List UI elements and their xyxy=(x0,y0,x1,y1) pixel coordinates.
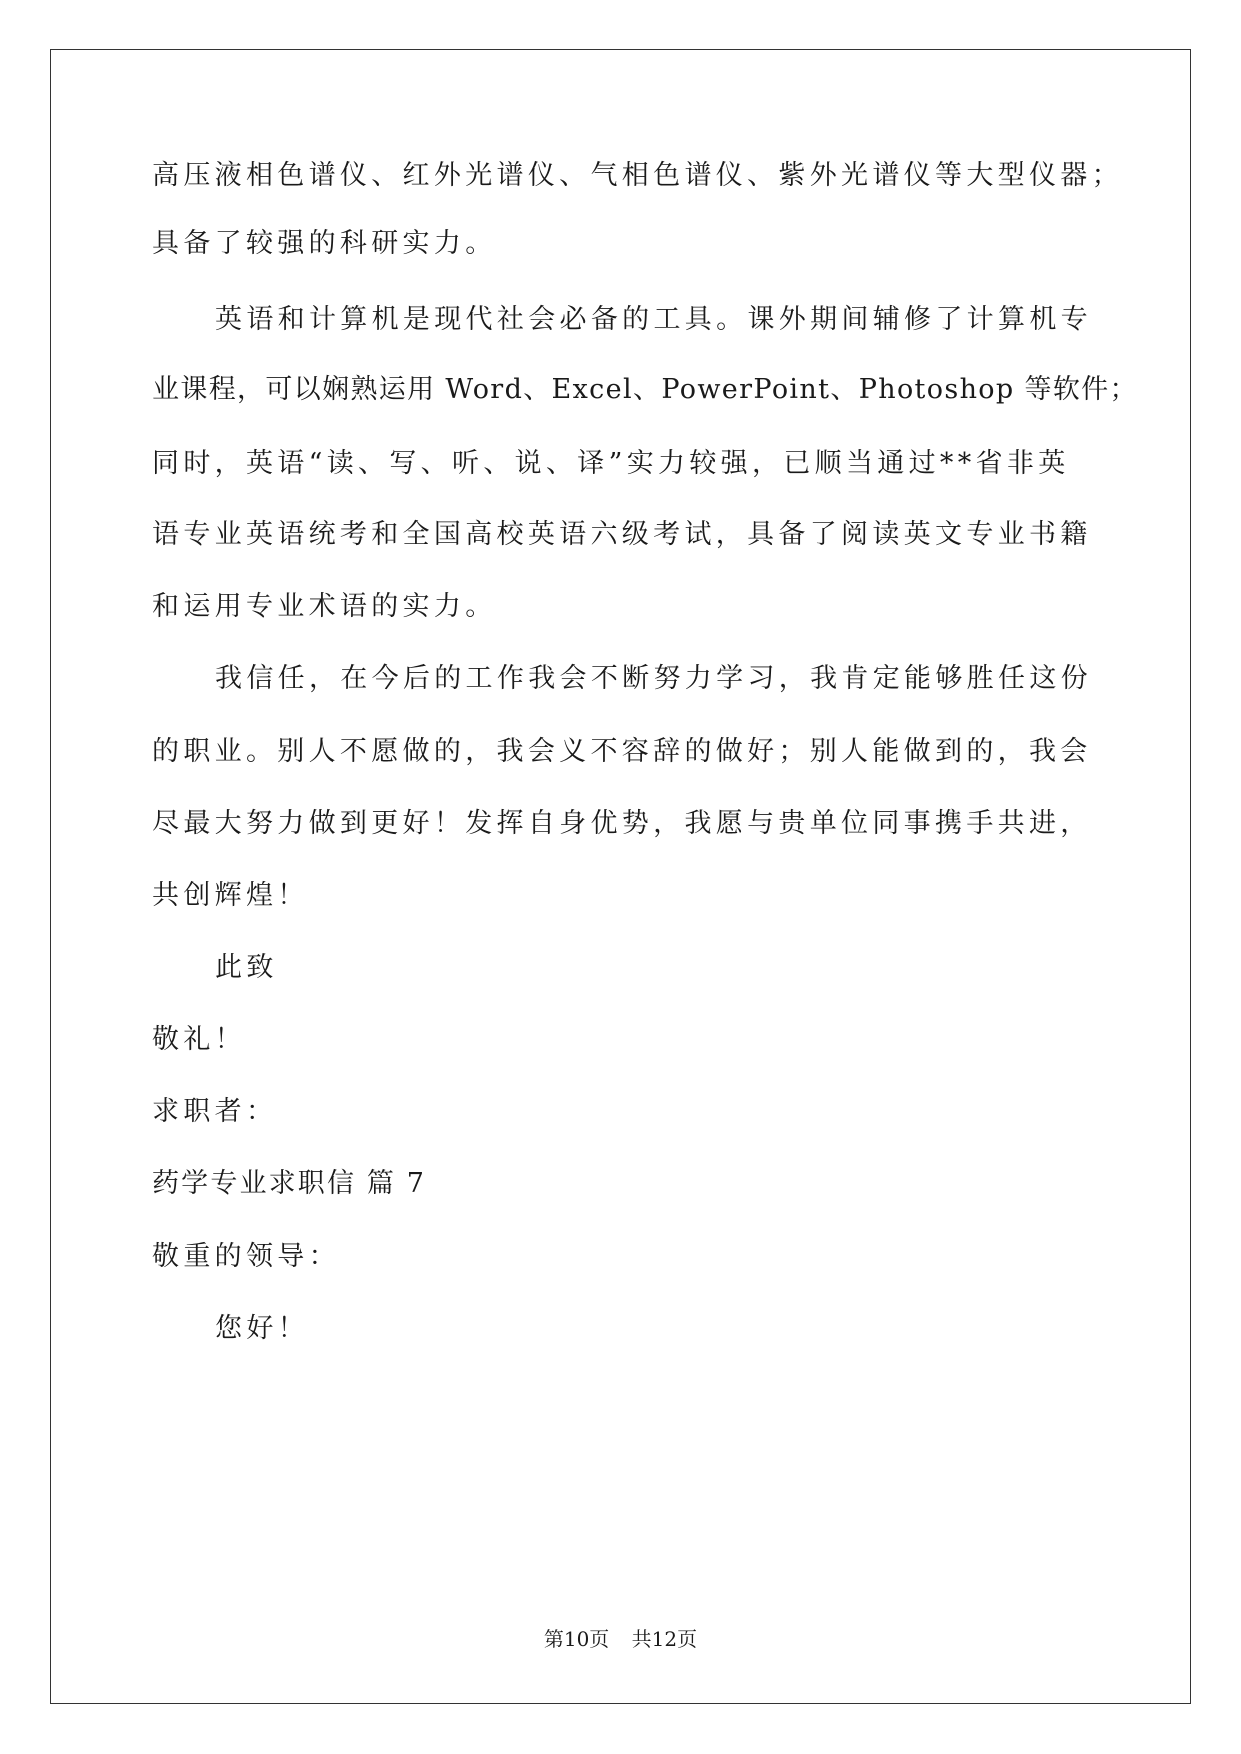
body-line-2: 具备了较强的科研实力。 xyxy=(152,228,497,259)
page-footer xyxy=(0,1626,1241,1652)
body-line-3: 英语和计算机是现代社会必备的工具。课外期间辅修了计算机专 xyxy=(215,304,1092,335)
greeting-hello: 您好！ xyxy=(215,1313,309,1344)
applicant-label: 求职者： xyxy=(152,1096,278,1127)
section-title: 药学专业求职信 篇 7 xyxy=(152,1168,427,1199)
page-current: 第10页 xyxy=(543,1627,610,1651)
closing-regards: 敬礼！ xyxy=(152,1024,246,1055)
body-line-1: 高压液相色谱仪、红外光谱仪、气相色谱仪、紫外光谱仪等大型仪器； xyxy=(152,160,1123,191)
body-line-6: 语专业英语统考和全国高校英语六级考试，具备了阅读英文专业书籍 xyxy=(152,519,1092,550)
closing-salutation: 此致 xyxy=(215,952,278,983)
body-line-5: 同时，英语“读、写、听、说、译”实力较强，已顺当通过**省非英 xyxy=(152,448,1070,479)
page-border xyxy=(50,49,1191,1704)
body-line-7: 和运用专业术语的实力。 xyxy=(152,591,497,622)
body-line-9: 的职业。别人不愿做的，我会义不容辞的做好；别人能做到的，我会 xyxy=(152,736,1092,767)
body-line-10: 尽最大努力做到更好！发挥自身优势，我愿与贵单位同事携手共进， xyxy=(152,808,1092,839)
body-line-8: 我信任，在今后的工作我会不断努力学习，我肯定能够胜任这份 xyxy=(215,663,1092,694)
page-total: 共12页 xyxy=(631,1627,698,1651)
body-line-11: 共创辉煌！ xyxy=(152,880,309,911)
greeting-recipient: 敬重的领导： xyxy=(152,1241,340,1272)
body-line-4: 业课程，可以娴熟运用 Word、Excel、PowerPoint、Photoshop 等软件； xyxy=(152,374,1138,405)
